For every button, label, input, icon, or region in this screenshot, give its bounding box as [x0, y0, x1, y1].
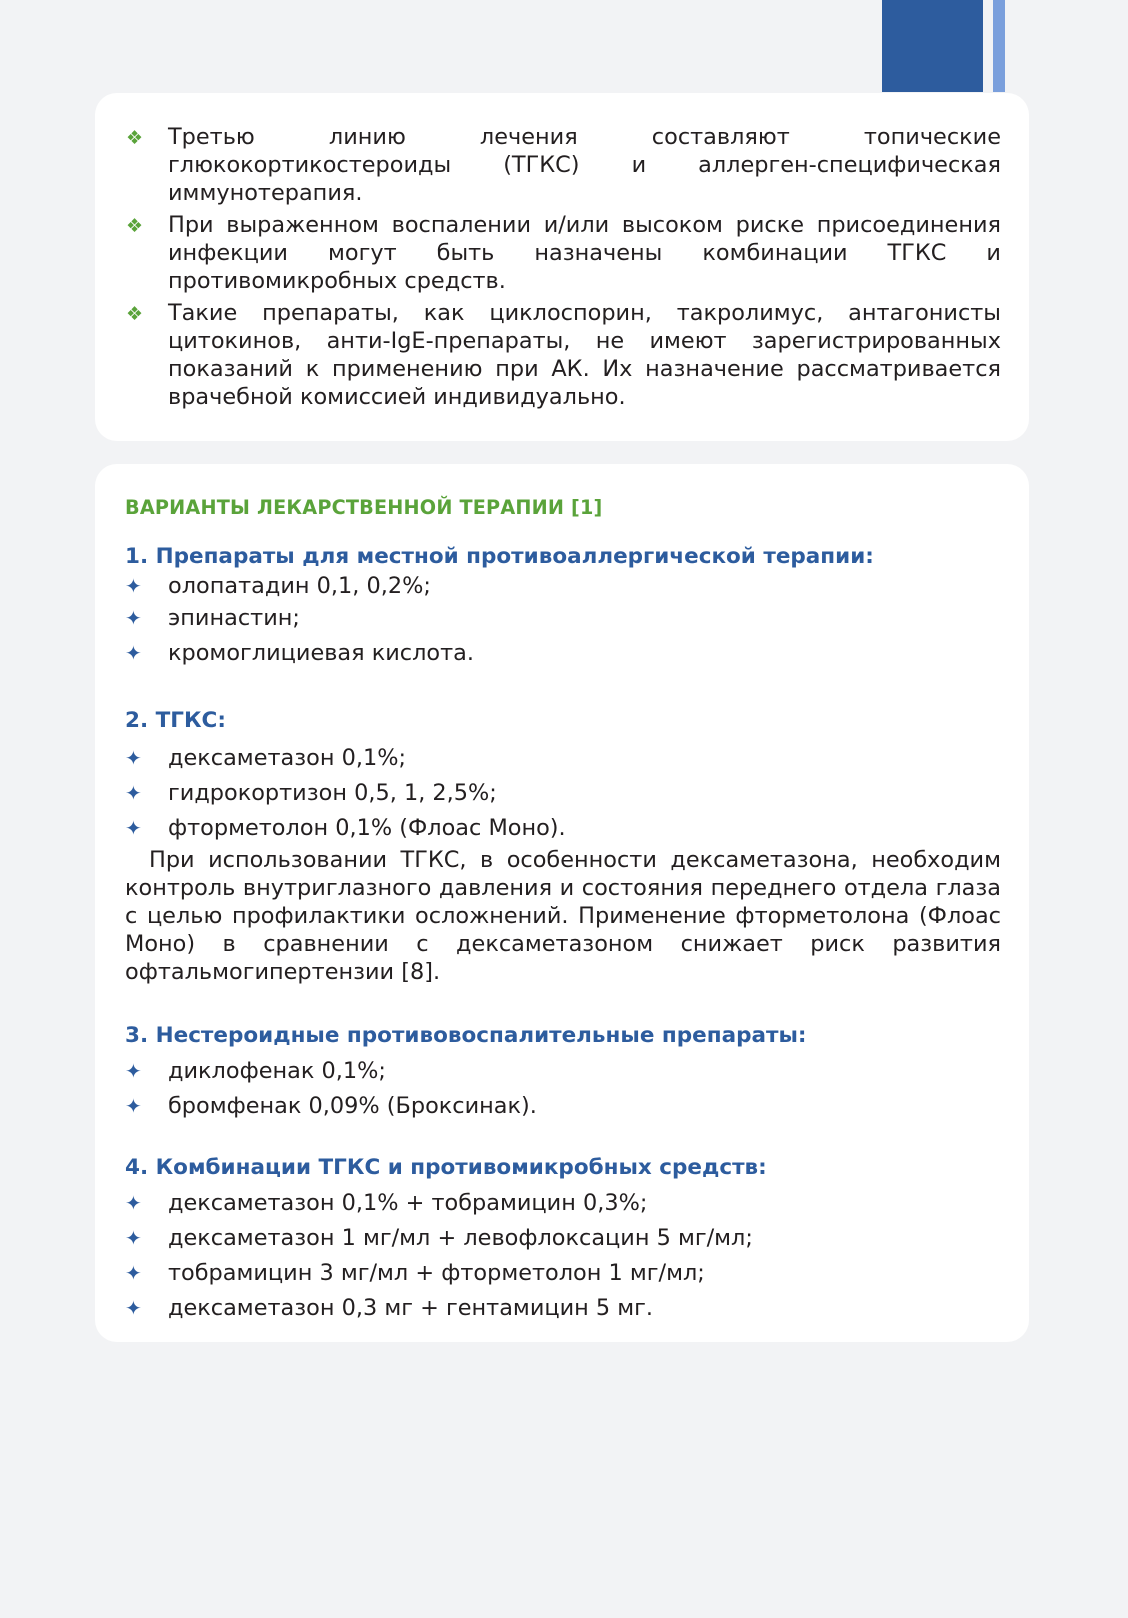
list-item: ✦ дексаметазон 0,1% + тобрамицин 0,3%; — [95, 1186, 1001, 1221]
diamond-bullet-icon: ❖ — [126, 303, 144, 325]
star-bullet-icon: ✦ — [125, 746, 142, 770]
list-item: ✦ эпинастин; — [95, 601, 1001, 636]
star-bullet-icon: ✦ — [125, 606, 142, 630]
group-heading: 1. Препараты для местной противоаллергической терапии: — [125, 544, 874, 569]
diamond-bullet-icon: ❖ — [126, 215, 144, 237]
star-bullet-icon: ✦ — [125, 1191, 142, 1215]
star-bullet-icon: ✦ — [125, 1226, 142, 1250]
star-bullet-icon: ✦ — [125, 1296, 142, 1320]
group-heading: 3. Нестероидные противовоспалительные препараты: — [125, 1023, 807, 1048]
list-item: ❖ Такие препараты, как циклоспорин, такролимус, антагонисты цитокинов, анти-IgE-препараты, не имеют зарегистрированных показаний к применению при АК. Их назначение рассматривается врачебной комиссией индивидуально. — [126, 300, 1001, 410]
list-item: ✦ гидрокортизон 0,5, 1, 2,5%; — [95, 776, 1001, 811]
list-item: ❖ Третью линию лечения составляют топические глюкокортикостероиды (ТГКС) и аллерген-специфическая иммунотерапия. — [126, 124, 1001, 206]
list-item: ✦ диклофенак 0,1%; — [95, 1054, 1001, 1089]
corner-tab-light — [993, 0, 1005, 92]
corner-tab-dark — [882, 0, 983, 92]
star-bullet-icon: ✦ — [125, 1261, 142, 1285]
list-item: ✦ фторметолон 0,1% (Флоас Моно). — [95, 811, 1001, 846]
note-paragraph: При использовании ТГКС, в особенности дексаметазона, необходим контроль внутриглазного давления и состояния переднего отдела глаза с целью профилактики осложнений. Применение фторметолона (Флоас Моно) в сравнении с дексаметазоном снижает риск развития офтальмогипертензии [8]. — [125, 847, 1001, 985]
list-item: ✦ тобрамицин 3 мг/мл + фторметолон 1 мг/мл; — [95, 1256, 1001, 1291]
diamond-bullet-icon: ❖ — [126, 127, 144, 149]
group-heading: 4. Комбинации ТГКС и противомикробных средств: — [125, 1155, 767, 1180]
info-card — [95, 93, 1029, 441]
star-bullet-icon: ✦ — [125, 781, 142, 805]
star-bullet-icon: ✦ — [125, 641, 142, 665]
list-item: ✦ олопатадин 0,1, 0,2%; — [125, 573, 431, 599]
list-item: ✦ кромоглициевая кислота. — [95, 636, 1001, 671]
list-item: ✦ дексаметазон 0,3 мг + гентамицин 5 мг. — [95, 1291, 1001, 1326]
section-title: ВАРИАНТЫ ЛЕКАРСТВЕННОЙ ТЕРАПИИ [1] — [125, 496, 603, 519]
star-bullet-icon: ✦ — [125, 816, 142, 840]
therapy-options-card — [95, 464, 1029, 1342]
group-heading: 2. ТГКС: — [125, 708, 226, 733]
list-item: ❖ При выраженном воспалении и/или высоком риске присоединения инфекции могут быть назначены комбинации ТГКС и противомикробных средств. — [126, 212, 1001, 294]
star-bullet-icon: ✦ — [125, 574, 142, 598]
list-item: ✦ дексаметазон 1 мг/мл + левофлоксацин 5 мг/мл; — [95, 1221, 1001, 1256]
list-item: ✦ дексаметазон 0,1%; — [95, 741, 1001, 776]
list-item: ✦ бромфенак 0,09% (Броксинак). — [95, 1089, 1001, 1124]
star-bullet-icon: ✦ — [125, 1094, 142, 1118]
star-bullet-icon: ✦ — [125, 1059, 142, 1083]
